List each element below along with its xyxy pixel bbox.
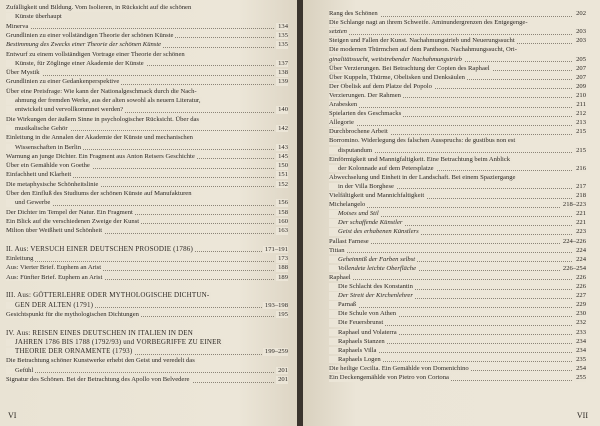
toc-entry-title: der Kolonnade auf dem Petersplatze <box>329 165 436 173</box>
toc-entry <box>329 137 586 145</box>
toc-page-number: 156 <box>278 199 288 207</box>
toc-entry-title: Über Verzierungen. Bei Betrachtung der Copien des Raphael <box>329 64 490 72</box>
toc-entry-title: Grundlinien zu einer vollständigen Theorie der schönen Künste <box>6 31 174 39</box>
toc-entry <box>329 192 586 200</box>
toc-entry <box>6 227 288 235</box>
toc-entry-title: GEN DER ALTEN (1791) <box>6 302 95 310</box>
toc-entry <box>6 171 288 179</box>
toc-entry-title: disputandum <box>329 147 374 155</box>
toc-page-number: 199–259 <box>264 348 288 356</box>
toc-entry <box>329 319 586 327</box>
toc-entry-title: Gefühl <box>6 367 35 375</box>
toc-entry <box>6 330 288 338</box>
toc-page-number: 158 <box>278 208 288 216</box>
toc-entry-title: Die heilige Cecilia. Ein Gemählde von Domenichino <box>329 364 469 372</box>
toc-entry <box>329 110 586 118</box>
toc-page-number: 226–254 <box>562 264 586 272</box>
toc-entry <box>6 348 288 356</box>
toc-entry <box>329 165 586 173</box>
toc-entry <box>6 199 288 207</box>
toc-page-number: 207 <box>576 73 586 81</box>
toc-entry <box>329 92 586 100</box>
toc-page-number: 223 <box>576 228 586 236</box>
toc-page-number: 227 <box>576 292 586 300</box>
toc-page-number: 160 <box>278 217 288 225</box>
toc-page-number: 145 <box>278 152 288 160</box>
toc-entry <box>329 274 586 282</box>
toc-page-number: 210 <box>576 91 586 99</box>
right-toc-column <box>329 0 586 426</box>
toc-entry <box>329 219 586 227</box>
toc-entry <box>329 83 586 91</box>
toc-page-number: 135 <box>278 31 288 39</box>
toc-entry <box>6 283 288 291</box>
toc-page-number: 137 <box>278 59 288 67</box>
toc-entry-title: Künste überhaupt <box>6 13 64 21</box>
toc-entry-title: Aus: Fünfter Brief. Euphem an Arist <box>6 273 103 281</box>
toc-entry <box>329 65 586 73</box>
toc-entry-title: Titian <box>329 246 345 254</box>
toc-entry <box>6 41 288 49</box>
toc-page-number: 229 <box>576 301 586 309</box>
toc-entry <box>329 201 586 209</box>
toc-page-number: 224 <box>576 255 586 263</box>
left-toc-column <box>6 0 288 426</box>
toc-entry-title: Grundlinien zu einer Gedankenperspektive <box>6 78 120 86</box>
toc-entry <box>329 183 586 191</box>
toc-entry-title: Über Kuppeln, Thürme, Obelisken und Denksäulen <box>329 73 465 81</box>
toc-page-number: 138 <box>278 69 288 77</box>
toc-entry <box>329 365 586 373</box>
toc-entry <box>329 292 586 300</box>
toc-entry-title: Über ein Gemählde von Goethe <box>6 162 90 170</box>
toc-entry-title: Die Betrachtung schöner Kunstwerke erhebt den Geist und veredelt das <box>6 357 195 365</box>
toc-page-number: 234 <box>576 346 586 354</box>
toc-entry <box>329 329 586 337</box>
toc-entry <box>6 116 288 124</box>
toc-entry <box>6 209 288 217</box>
toc-entry-title: Raphaels Stanzen <box>329 338 387 346</box>
toc-page-number: 209 <box>576 82 586 90</box>
toc-entry <box>6 357 288 365</box>
toc-entry <box>329 28 586 36</box>
toc-entry <box>329 156 586 164</box>
toc-entry-title: Raphaels Villa <box>329 347 379 355</box>
toc-entry <box>329 356 586 364</box>
toc-entry <box>6 264 288 272</box>
toc-entry <box>329 174 586 182</box>
toc-entry-title: Abwechselung und Einheit in der Landschaft. Bei einem Spaziergange <box>329 173 516 181</box>
toc-page-number: 226 <box>576 273 586 281</box>
toc-page-number: 221 <box>576 210 586 218</box>
toc-entry-title: Signatur des Schönen. Bei der Betrachtung des Apollo von Belvedere <box>6 376 190 383</box>
toc-entry <box>329 283 586 291</box>
toc-entry <box>6 255 288 263</box>
toc-entry-title: Raphaels Logen <box>329 356 383 364</box>
toc-entry-title: Durchbrochene Arbeit <box>329 128 388 136</box>
toc-page-number: 230 <box>576 310 586 318</box>
toc-entry-title: Raphael <box>329 273 351 281</box>
toc-page-number: 173 <box>278 255 288 263</box>
toc-entry-title: Der Dichter im Tempel der Natur. Ein Fragment <box>6 208 133 216</box>
toc-entry-title: JAHREN 1786 BIS 1788 (1792/93) und VORBEGRIFFE ZU EINER <box>6 339 224 347</box>
toc-page-number: 202 <box>576 10 586 17</box>
toc-entry <box>6 78 288 86</box>
toc-entry-title: Arabesken <box>329 101 358 108</box>
toc-entry <box>6 23 288 31</box>
toc-entry-title: Der Streit der Kirchenlehrer <box>329 292 415 300</box>
toc-entry <box>329 10 586 18</box>
toc-entry-title: Der Obelisk auf dem Platze del Popolo <box>329 82 432 90</box>
toc-page-number: 163 <box>278 227 288 235</box>
toc-page-number: 189 <box>278 273 288 281</box>
toc-entry <box>6 69 288 77</box>
toc-page-number: 235 <box>576 355 586 363</box>
toc-entry-title: Geheimniß der Farben selbst <box>329 256 417 264</box>
toc-page-number: 205 <box>576 55 586 63</box>
right-folio: VII <box>576 411 588 420</box>
toc-entry <box>329 228 586 236</box>
toc-page-number: 255 <box>576 374 586 381</box>
toc-page-number: 140 <box>278 106 288 114</box>
toc-page-number: 201 <box>278 366 288 374</box>
toc-entry-title: Ein Blick auf die verschiedenen Zweige der Kunst <box>6 217 140 225</box>
toc-entry <box>329 265 586 273</box>
toc-page-number: 216 <box>576 164 586 172</box>
toc-entry <box>6 320 288 328</box>
toc-entry-title: Ein Deckengemählde von Pietro von Cortona <box>329 374 449 381</box>
toc-page-number: 215 <box>576 146 586 154</box>
right-page <box>303 0 600 426</box>
toc-page-number: 135 <box>278 41 288 49</box>
toc-page-number: 217 <box>576 182 586 190</box>
toc-page-number: 226 <box>576 283 586 290</box>
toc-page-number: 171–191 <box>264 245 288 253</box>
toc-page-number: 254 <box>576 364 586 372</box>
toc-entry <box>329 147 586 155</box>
toc-page-number: 211 <box>576 101 586 108</box>
toc-entry <box>329 338 586 346</box>
toc-entry <box>6 106 288 114</box>
toc-entry-title: Borromino. Widerlegung des falschen Ausspruchs: de gustibus non est <box>329 137 516 145</box>
toc-entry <box>6 218 288 226</box>
toc-page-number: 151 <box>278 171 288 179</box>
toc-entry-title: Parnaß <box>329 301 358 309</box>
toc-entry <box>6 88 288 96</box>
toc-page-number: 193–198 <box>264 301 288 309</box>
toc-entry-title: Die Schule von Athen <box>329 310 398 318</box>
toc-entry <box>6 97 288 105</box>
toc-page-number: 139 <box>278 78 288 86</box>
toc-page-number: 224 <box>576 246 586 254</box>
toc-entry <box>329 310 586 318</box>
toc-page-number: 143 <box>278 143 288 151</box>
toc-entry <box>6 13 288 21</box>
toc-page-number: 134 <box>278 22 288 30</box>
toc-entry-title: Vollendete leichte Oberfläche <box>329 265 418 273</box>
toc-entry <box>329 119 586 127</box>
toc-entry <box>329 247 586 255</box>
toc-entry <box>6 190 288 198</box>
toc-entry-title: Moises und Stil <box>329 210 381 218</box>
toc-entry <box>329 128 586 136</box>
toc-entry <box>329 37 586 45</box>
toc-entry-title: Über eine Preisfrage: Wie kann der Nationalgeschmack durch die Nach- <box>6 87 197 95</box>
toc-entry <box>6 144 288 152</box>
toc-entry-title: IV. Aus: REISEN EINES DEUTSCHEN IN ITALIEN IN DEN <box>6 328 194 337</box>
toc-entry-title: Minerva <box>6 22 29 30</box>
toc-entry <box>329 347 586 355</box>
toc-entry <box>6 339 288 347</box>
toc-entry <box>329 74 586 82</box>
toc-entry-title: Gesichtspunkt für die mythologischen Dichtungen <box>6 310 139 318</box>
toc-entry-title: ahmung der fremden Werke, aus der alten sowohl als neuern Literatur, <box>6 97 202 105</box>
toc-entry-title: Michelangelo <box>329 201 366 209</box>
toc-page-number: 142 <box>278 124 288 132</box>
toc-entry-title: Vielfältigkeit und Mannichfaltigkeit <box>329 192 425 199</box>
toc-page-number: 152 <box>278 180 288 188</box>
toc-page-number: 218 <box>576 192 586 199</box>
toc-page-number: 201 <box>278 376 288 383</box>
toc-entry <box>329 101 586 109</box>
toc-entry-title: Rang des Schönen <box>329 10 378 17</box>
toc-entry <box>329 46 586 54</box>
toc-page-number: 234 <box>576 337 586 345</box>
toc-entry-title: Die Wirkungen der äußern Sinne in psychologischer Rücksicht. Über das <box>6 115 199 123</box>
toc-entry <box>6 60 288 68</box>
toc-entry-title: Der schaffende Künstler <box>329 219 404 227</box>
toc-page-number: 188 <box>278 264 288 272</box>
toc-entry-title: Einförmigkeit und Mannigfaltigkeit. Eine Betrachtung beim Anblick <box>329 155 511 163</box>
toc-entry-title: Entwurf zu einem vollständigen Vortrage einer Theorie der schönen <box>6 50 185 58</box>
toc-page-number: 213 <box>576 119 586 127</box>
toc-page-number: 218–223 <box>562 201 586 209</box>
toc-entry-title: Allegorie <box>329 119 354 127</box>
toc-entry <box>6 274 288 282</box>
toc-entry-title: Bestimmung des Zwecks einer Theorie der schönen Künste <box>6 41 162 49</box>
toc-entry-title: Einleitung in die Annalen der Akademie der Künste und mechanischen <box>6 134 193 142</box>
toc-page-number: 221 <box>576 219 586 227</box>
toc-page-number: 203 <box>576 28 586 36</box>
toc-entry-title: Wissenschaften in Berlin <box>6 144 83 152</box>
toc-page-number: 215 <box>576 128 586 136</box>
toc-entry <box>6 32 288 40</box>
toc-page-number: 150 <box>278 162 288 170</box>
toc-entry <box>329 238 586 246</box>
toc-entry <box>6 4 288 12</box>
toc-entry-title: Geist des erhabenen Künstlers <box>329 228 421 236</box>
toc-entry-title: Verzierungen. Der Rahmen <box>329 91 401 99</box>
toc-entry <box>6 311 288 319</box>
toc-entry <box>6 181 288 189</box>
toc-entry-title: Die Feuersbrunst <box>329 319 385 327</box>
toc-entry-title: III. Aus: GÖTTERLEHRE ODER MYTHOLOGISCHE DICHTUN- <box>6 291 210 300</box>
toc-entry <box>6 162 288 170</box>
toc-entry-title: Steigen und Fallen der Kunst. Nachahmungstrieb und Neuerungssucht <box>329 37 515 45</box>
toc-entry-title: Aus: Vierter Brief. Euphem an Arist <box>6 264 102 272</box>
toc-entry <box>329 56 586 64</box>
toc-page-number: 232 <box>576 319 586 327</box>
toc-entry-title: ginalitätssucht, weitstrebender Nachahmungstrieb <box>329 55 462 63</box>
toc-entry-title: Zufälligkeit und Bildung. Vom Isolieren, in Rücksicht auf die schönen <box>6 4 192 11</box>
toc-entry <box>6 134 288 142</box>
toc-entry-title: Die Schlange nagt an ihrem Schweife. Aminundergrenzen des Entgegenge- <box>329 19 528 27</box>
toc-entry <box>6 376 288 384</box>
toc-entry-title: Künste, für Zöglinge einer Akademie der Künste <box>6 60 146 68</box>
toc-entry <box>329 19 586 27</box>
toc-entry <box>329 210 586 218</box>
toc-entry <box>6 153 288 161</box>
toc-page-number: 207 <box>576 64 586 72</box>
toc-entry-title: in der Villa Borghese <box>329 183 396 191</box>
toc-entry <box>329 256 586 264</box>
toc-entry <box>6 246 288 254</box>
toc-entry-title: Über den Einfluß des Studiums der schönen Künste auf Manufakturen <box>6 190 192 197</box>
toc-page-number: 224–226 <box>562 237 586 245</box>
toc-entry <box>6 292 288 300</box>
toc-entry-title: setzten <box>329 28 347 36</box>
toc-entry-title: Pallast Farnese <box>329 237 369 245</box>
left-folio: VI <box>8 411 17 420</box>
toc-entry-title: entwickelt und vervollkommnet werden? <box>6 106 125 114</box>
toc-entry-title: Einfachheit und Klarheit <box>6 171 72 179</box>
toc-entry-title: Über Mystik <box>6 69 40 77</box>
toc-entry-title: musikalische Gehör <box>6 125 70 133</box>
toc-entry-title: Einleitung <box>6 255 34 263</box>
toc-page-number: 203 <box>576 37 586 45</box>
toc-entry <box>6 125 288 133</box>
toc-entry <box>329 374 586 382</box>
toc-entry <box>6 302 288 310</box>
toc-entry-title: Die Schlacht des Konstantin <box>329 283 415 291</box>
toc-entry-title: und Gewerbe <box>6 199 52 207</box>
toc-page-number: 212 <box>576 110 586 118</box>
toc-entry <box>6 367 288 375</box>
toc-entry-title: Die metaphysische Schönheitslinie <box>6 180 99 188</box>
toc-entry-title: Raphael und Volaterra <box>329 329 399 337</box>
toc-page-number: 233 <box>576 328 586 336</box>
toc-entry-title: Milton über Weißheit und Schönheit <box>6 227 103 235</box>
left-page <box>0 0 297 426</box>
toc-entry-title: Spielarten des Geschmacks <box>329 110 402 118</box>
toc-entry <box>6 237 288 245</box>
toc-entry-title: II. Aus: VERSUCH EINER DEUTSCHEN PROSODIE (1786) <box>6 244 194 253</box>
toc-entry <box>329 301 586 309</box>
toc-page-number: 195 <box>278 310 288 318</box>
toc-entry-title: Die modernen Thürmchen auf dem Pantheon. Nachahmungssucht, Ori- <box>329 46 517 54</box>
toc-entry-title: Warnung an junge Dichter. Ein Fragment aus Anton Reisers Geschichte <box>6 152 195 160</box>
toc-entry-title: THEORIE DER ORNAMENTE (1793) <box>6 348 134 356</box>
toc-entry <box>6 51 288 59</box>
